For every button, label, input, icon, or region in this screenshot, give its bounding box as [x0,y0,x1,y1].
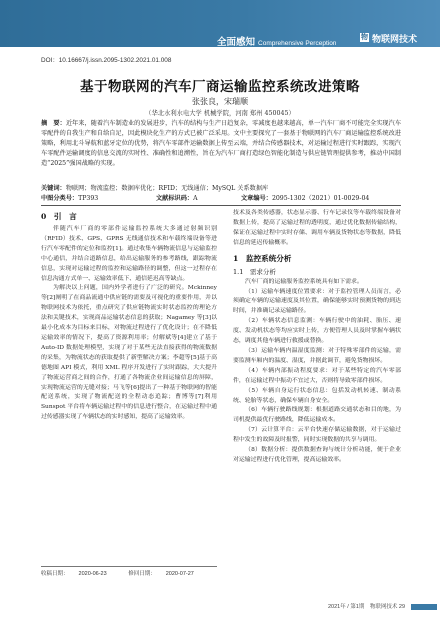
revised-value: 2020-07-27 [165,571,194,577]
page-footer-bar [411,604,437,610]
column-title-en: Comprehensive Perception [258,40,337,47]
requirement-item: （3）运输车辆内温湿度监测：对于特殊零部件的运输，需要监测车厢内的温度、湿度，并据此调节，避免货物损坏。 [233,347,401,364]
clc-label: 中图分类号： [41,195,79,202]
subsection-1-1-heading: 1.1 需求分析 [233,267,276,276]
requirement-item: （4）车辆内部振动程度要求：对于某些特定的汽车零部件，在运输过程中振动不宜过大，否则将导致零部件损坏。 [233,367,401,384]
doi: DOI：10.16667/j.issn.2095-1302.2021.01.008 [41,57,172,64]
intro-paragraph-1: 伴随汽车厂商的零部件运输监控系统大多通过射频识别（RFID）技术、GPS、GPRS 无线通信技术和车载终端设备等进行汽车零配件的定位和监控[1]。通过收集车辆物流信息与运输监控中心通信，并结合道路信息，给出运输服务的参考路线，跟踪物流信息，实现对运输过程的监控和运输路径的调整，但这一过程存在信息沟通方式单一、运输效率低下、通信延迟高等缺点。 [41,226,217,282]
keywords-text: 物联网；物流监控；数据库优化；RFID；无线通信；MySQL 关系数据库 [65,185,269,192]
keywords [41,183,401,192]
requirement-item: （1）运输车辆速度位置要求：对于监控管理人员而言，必须确定车辆的运输速度及其位置，确保能够实时预测货物的到达时间，并准确记录运输路径。 [233,288,401,315]
page-number: 29 [398,604,406,610]
abstract-text: 近年来，随着汽车制造业的发展进步，汽车的结构与生产日趋复杂，零减度也越来越高，单一汽车厂商不可能完全实现汽车零配件的自我生产和自给自足，因此模块化生产的方式已被广泛采用。文中主要探究了一套基于物联网的汽车厂商运输监控系统改进策略，利用北斗导航和蓝牙定位的优势，将汽车零部件运输数据上传至云端，并结合传感器技术，对运输过程进行实时跟踪，实现汽车零配件运输调度的信息交流的实时性、准确性和追溯性，旨在为汽车厂商打造绿色智能化制造与供应链管理提供参考，推动中国制造“2025”强国战略的实现。 [41,120,402,167]
doc-value: A [193,195,198,202]
doc-group [156,193,198,202]
abstract [41,119,401,169]
left-column [41,209,217,423]
requirement-item: （5）车辆自身运行状态信息：包括发动机转速、制动系统、轮胎等状态，确保车辆自身安全。 [233,387,401,404]
logo-mark: 物 [361,33,368,41]
clc-value: TP393 [78,195,99,202]
requirements-lead: 汽车厂商的运输服务监控系统具有如下需求。 [245,278,363,285]
page-footer-text: 2021年 / 第1期 物联网技术 [328,604,398,610]
column-title-cn: 全面感知 [217,37,256,48]
column-title [217,34,336,48]
page-footer [328,602,437,610]
section-intro-heading: 0 引 言 [41,212,77,221]
received-date [41,571,117,577]
requirement-item: （8）数据分析：提供数据查询与统计分析功能，便于企业对运输过程进行优化管理，提高运输效率。 [233,447,401,463]
intro-paragraph-2: 为解决以上问题，国内外学者进行了广泛的研究。Mckinney 等[2]阐明了在商品流通中供应链的需要及可视化的重要作用，并以物联网技术为依托，重点研究了供应链物流实时状态监控的理论方法和关键技术，实现商品运输状态信息的获取；Nagamey 等[3]以最小化成本为目标来目标，对物流过程进行了优化设计；在不降低运输效率的情况下，提高了资源利用率；付解斌等[4]建立了基于 Auto-ID 数据处理模型，实现了对于某些无法直接获得的物流数据的采集，为物流状态的获取提供了新型解决方案；李超等[5]基于高德地图 API 模式，利用 XML 程序开发进行了实时跟踪，大大提升了物流运营商之间的合作，打通了各物流企业间运输信息的屏障，实现物流运营的无缝对接；马飞等[6]提出了一种基于物联网的智能配送系统，实现了物流配送的全程动态追踪；曹博等[7]利用 Sunspot 平台将车辆运输过程中的信息进行整合，在运输过程中通过传感器实现了车辆状态的实时感知，提高了运输效率。 [41,285,217,421]
abstract-label: 摘 要： [41,120,66,127]
right-column [233,209,401,466]
requirement-item: （7）云计算平台：云平台快速存储运输数据，对于运输过程中发生的故障及时报警，同时实现数据的共享与调用。 [233,427,401,444]
received-dates [41,566,217,577]
revised-date [128,571,204,577]
journal-logo [360,33,422,45]
intro-continued: 技术及各类传感器，状态显示器、行车记录仪等车载终端设备对数据上传，提高了运输过程的透明度，通过优化数据传输结构，保证在运输过程中实时存储、调用车辆及货物状态等数据，降低信息的延迟传输概率。 [233,210,401,246]
requirement-item: （6）车辆行驶路线规划：根据道路交通状态和目的地，为司机提供最优行驶路线，降低运输成本。 [233,407,401,424]
art-group [241,193,369,202]
doc-label: 文献标识码： [156,195,194,202]
received-value: 2020-06-23 [78,571,107,577]
affiliation: （华北水利水电大学 机械学院，河南 郑州 450045） [145,110,295,117]
requirement-item: （2）车辆状态信息监测：车辆行驶中的油耗、胎压、速度、发动机状态等均应实时上传，方便管理人员及时掌握车辆状态，调度其他车辆进行救援或替换。 [233,318,401,345]
paper-title: 基于物联网的汽车厂商运输监控系统改进策略 [80,79,360,95]
revised-label: 修回日期： [128,571,156,577]
authors: 张张良，宋瑞顺 [192,97,248,106]
clc-group [41,193,98,202]
received-label: 收稿日期： [41,571,69,577]
art-value: 2095-1302（2021）01-0029-04 [271,195,370,202]
header-band [0,0,440,47]
section-1-heading: 1 监控系统分析 [233,253,292,263]
classification-line [41,193,401,203]
header-rule [41,205,401,206]
logo-text: 物联网技术 [372,35,418,45]
keywords-label: 关键词： [41,185,66,192]
art-label: 文章编号： [241,195,272,202]
